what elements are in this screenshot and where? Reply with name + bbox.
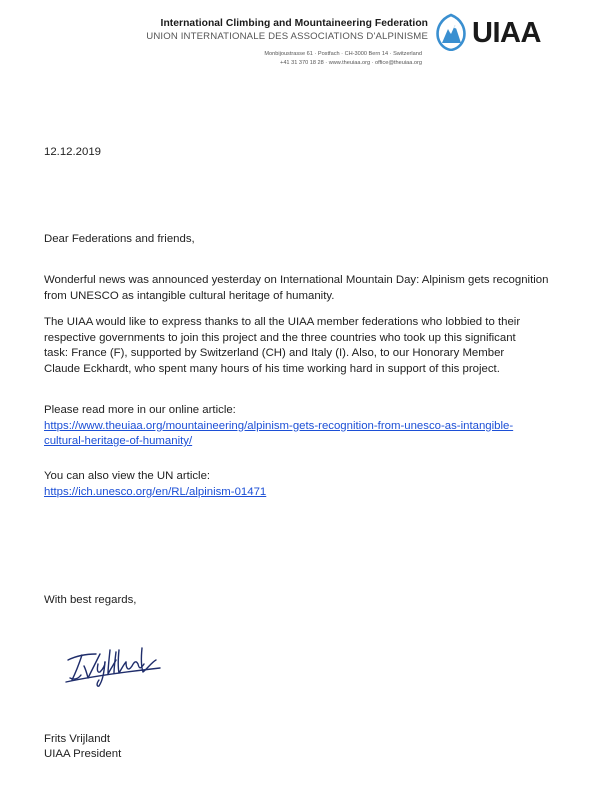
un-article-section [44,469,564,500]
paragraph-line: task: France (F), supported by Switzerland (CH) and Italy (I). Also, to our Honorary Member [44,347,505,359]
letterhead [138,18,428,68]
article-intro: Please read more in our online article: [44,404,236,416]
paragraph-line: respective governments to join this project and the three countries who took up this significant [44,331,516,344]
un-article-link[interactable]: https://ich.unesco.org/en/RL/alpinism-01471 [44,485,267,498]
paragraph-line: Wonderful news was announced yesterday on International Mountain Day: Alpinism gets recognition [44,274,549,286]
paragraph-thanks [44,315,564,377]
paragraph-announcement [44,273,564,304]
org-address [138,50,428,68]
signer-block [44,732,121,762]
letter-date: 12.12.2019 [44,146,102,158]
signer-title: UIAA President [44,748,122,760]
article-link-line-1[interactable]: https://www.theuiaa.org/mountaineering/alpinism-gets-recognition-from-unesco-as-intangible- [44,419,514,432]
org-name-fr: UNION INTERNATIONALE DES ASSOCIATIONS D'ALPINISME [146,31,428,42]
un-article-intro: You can also view the UN article: [44,470,211,482]
signature-image [64,642,164,688]
paragraph-line: from UNESCO as intangible cultural heritage of humanity. [44,289,335,302]
org-name-en: International Climbing and Mountaineering Federation [160,18,428,29]
uiaa-logo-icon [433,13,469,51]
address-line: Monbijoustrasse 61 · Postfach · CH-3000 Bern 14 · Switzerland [264,51,422,57]
closing: With best regards, [44,594,137,606]
article-section [44,403,564,450]
greeting: Dear Federations and friends, [44,233,195,245]
article-link-line-2[interactable]: cultural-heritage-of-humanity/ [44,435,193,447]
contact-line: +41 31 370 18 28 · www.theuiaa.org · office@theuiaa.org [280,60,422,66]
paragraph-line: Claude Eckhardt, who spent many hours of his time working hard in support of this project. [44,362,500,375]
signer-name: Frits Vrijlandt [44,733,111,745]
paragraph-line: The UIAA would like to express thanks to all the UIAA member federations who lobbied to their [44,316,521,328]
uiaa-logo-text: UIAA [472,17,541,49]
